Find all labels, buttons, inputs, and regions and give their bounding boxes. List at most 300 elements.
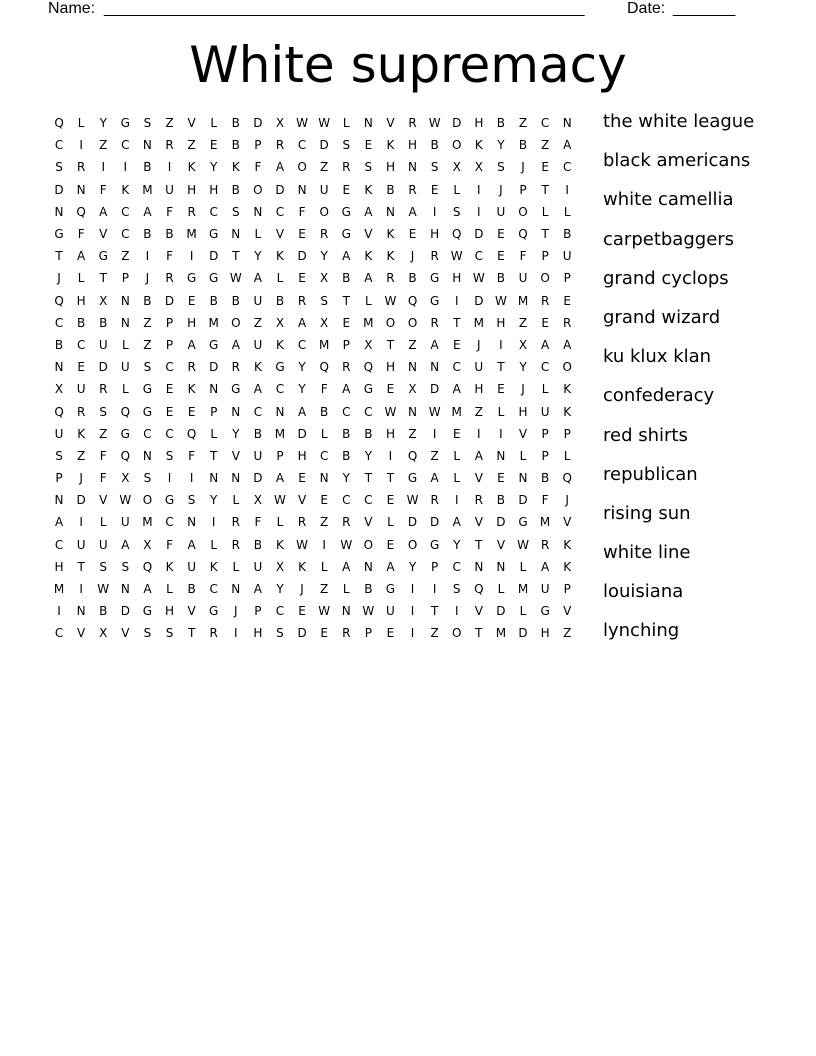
grid-cell: B bbox=[231, 116, 240, 131]
grid-cell: I bbox=[477, 182, 481, 197]
grid-row bbox=[48, 356, 588, 378]
grid-row bbox=[48, 201, 588, 223]
grid-cell: C bbox=[54, 537, 64, 552]
grid-row bbox=[48, 423, 588, 445]
grid-cell: I bbox=[432, 426, 437, 441]
grid-cell: N bbox=[54, 204, 64, 219]
grid-cell: C bbox=[364, 404, 373, 419]
grid-cell: Y bbox=[453, 537, 461, 552]
grid-cell: E bbox=[165, 382, 174, 397]
grid-row bbox=[48, 179, 588, 201]
grid-cell: S bbox=[143, 116, 152, 131]
grid-row bbox=[48, 556, 588, 578]
grid-cell: T bbox=[453, 315, 461, 330]
grid-cell: H bbox=[540, 626, 550, 641]
grid-cell: A bbox=[364, 204, 373, 219]
grid-cell: O bbox=[363, 537, 374, 552]
grid-cell: U bbox=[319, 182, 329, 197]
grid-cell: U bbox=[253, 448, 263, 463]
grid-cell: X bbox=[143, 537, 152, 552]
grid-cell: Z bbox=[320, 515, 329, 530]
grid-cell: B bbox=[408, 271, 417, 286]
grid-cell: W bbox=[340, 537, 353, 552]
grid-cell: L bbox=[519, 559, 527, 574]
grid-cell: Y bbox=[497, 138, 505, 153]
grid-cell: O bbox=[319, 204, 329, 219]
grid-cell: D bbox=[474, 293, 484, 308]
grid-cell: D bbox=[98, 360, 108, 375]
grid-cell: C bbox=[342, 404, 351, 419]
grid-cell: B bbox=[563, 227, 572, 242]
grid-cell: G bbox=[209, 227, 219, 242]
grid-cell: X bbox=[408, 382, 417, 397]
grid-cell: O bbox=[518, 204, 528, 219]
grid-cell: N bbox=[120, 293, 130, 308]
grid-cell: G bbox=[429, 271, 440, 286]
grid-cell: B bbox=[496, 493, 506, 508]
grid-cell: V bbox=[231, 448, 240, 463]
grid-cell: P bbox=[276, 448, 284, 463]
word-list-item: carpetbaggers bbox=[603, 228, 735, 250]
grid-cell: K bbox=[386, 138, 395, 153]
grid-cell: N bbox=[518, 471, 528, 486]
grid-cell: J bbox=[521, 382, 525, 397]
grid-cell: W bbox=[318, 116, 331, 131]
grid-cell: T bbox=[497, 360, 505, 375]
grid-cell: Z bbox=[99, 426, 108, 441]
grid-cell: O bbox=[407, 315, 418, 330]
grid-cell: N bbox=[54, 360, 64, 375]
grid-cell: W bbox=[362, 604, 375, 619]
grid-cell: E bbox=[77, 360, 85, 375]
grid-cell: I bbox=[322, 537, 326, 552]
grid-cell: L bbox=[541, 204, 549, 219]
grid-cell: T bbox=[232, 249, 240, 264]
grid-cell: M bbox=[539, 515, 551, 530]
grid-cell: V bbox=[99, 493, 108, 508]
grid-cell: G bbox=[164, 493, 175, 508]
grid-cell: E bbox=[386, 537, 395, 552]
grid-cell: R bbox=[386, 271, 395, 286]
grid-cell: D bbox=[297, 426, 307, 441]
grid-cell: U bbox=[562, 249, 572, 264]
grid-cell: R bbox=[342, 160, 351, 175]
grid-cell: Q bbox=[452, 227, 462, 242]
grid-cell: N bbox=[408, 160, 418, 175]
grid-cell: F bbox=[166, 537, 173, 552]
grid-cell: E bbox=[497, 249, 505, 264]
grid-cell: O bbox=[253, 182, 263, 197]
grid-cell: D bbox=[297, 626, 307, 641]
grid-cell: N bbox=[253, 204, 263, 219]
grid-row bbox=[48, 578, 588, 600]
grid-cell: W bbox=[428, 404, 441, 419]
grid-cell: B bbox=[143, 293, 152, 308]
grid-cell: A bbox=[386, 559, 395, 574]
grid-cell: J bbox=[300, 582, 304, 597]
grid-cell: S bbox=[342, 138, 351, 153]
grid-cell: B bbox=[320, 404, 329, 419]
grid-cell: D bbox=[76, 493, 86, 508]
grid-cell: I bbox=[410, 604, 415, 619]
grid-cell: N bbox=[275, 404, 285, 419]
grid-cell: D bbox=[430, 382, 440, 397]
grid-cell: S bbox=[364, 160, 373, 175]
grid-cell: I bbox=[123, 160, 128, 175]
grid-cell: E bbox=[298, 471, 306, 486]
word-list-item: red shirts bbox=[603, 424, 688, 446]
grid-row bbox=[48, 489, 588, 511]
grid-cell: D bbox=[430, 515, 440, 530]
grid-cell: A bbox=[99, 204, 108, 219]
grid-cell: Z bbox=[187, 138, 196, 153]
grid-cell: A bbox=[297, 315, 307, 330]
grid-cell: M bbox=[473, 315, 484, 330]
name-field-line[interactable]: ______________________________________________________ bbox=[104, 0, 585, 17]
grid-cell: R bbox=[231, 360, 240, 375]
grid-cell: O bbox=[452, 138, 462, 153]
grid-cell: Z bbox=[99, 138, 108, 153]
grid-cell: C bbox=[165, 360, 174, 375]
grid-cell: T bbox=[430, 604, 439, 619]
grid-cell: H bbox=[408, 138, 418, 153]
grid-cell: M bbox=[208, 315, 219, 330]
grid-cell: K bbox=[209, 559, 218, 574]
grid-cell: D bbox=[407, 515, 418, 530]
grid-cell: I bbox=[79, 515, 83, 530]
grid-cell: L bbox=[563, 448, 571, 463]
grid-cell: R bbox=[297, 293, 307, 308]
grid-cell: I bbox=[57, 604, 61, 619]
grid-cell: S bbox=[99, 559, 108, 574]
grid-cell: I bbox=[410, 626, 415, 641]
grid-cell: W bbox=[318, 604, 331, 619]
grid-cell: R bbox=[540, 293, 550, 308]
grid-cell: N bbox=[363, 116, 373, 131]
grid-cell: Y bbox=[254, 249, 262, 264]
grid-cell: Y bbox=[232, 426, 240, 441]
grid-cell: H bbox=[518, 404, 528, 419]
grid-cell: X bbox=[54, 382, 64, 397]
grid-cell: A bbox=[342, 382, 351, 397]
grid-cell: A bbox=[541, 337, 550, 352]
grid-cell: A bbox=[187, 337, 196, 352]
grid-cell: P bbox=[563, 426, 571, 441]
grid-cell: I bbox=[565, 182, 569, 197]
grid-cell: M bbox=[274, 426, 286, 441]
grid-cell: S bbox=[452, 204, 461, 219]
grid-cell: Y bbox=[342, 471, 350, 486]
grid-cell: P bbox=[342, 337, 350, 352]
grid-cell: T bbox=[541, 182, 549, 197]
grid-cell: D bbox=[496, 515, 506, 530]
grid-cell: D bbox=[319, 138, 329, 153]
grid-cell: G bbox=[142, 604, 153, 619]
grid-cell: R bbox=[275, 138, 285, 153]
grid-cell: S bbox=[143, 471, 152, 486]
grid-cell: F bbox=[99, 448, 107, 463]
grid-cell: I bbox=[167, 471, 172, 486]
grid-cell: R bbox=[209, 626, 218, 641]
grid-cell: J bbox=[499, 182, 503, 197]
grid-cell: N bbox=[209, 382, 219, 397]
grid-cell: B bbox=[430, 138, 439, 153]
grid-cell: N bbox=[231, 227, 241, 242]
grid-cell: M bbox=[318, 337, 330, 352]
grid-cell: C bbox=[209, 204, 218, 219]
grid-cell: Y bbox=[408, 559, 417, 574]
grid-cell: A bbox=[342, 249, 351, 264]
grid-cell: C bbox=[275, 604, 285, 619]
grid-cell: F bbox=[166, 204, 173, 219]
grid-cell: A bbox=[187, 537, 196, 552]
grid-cell: N bbox=[385, 204, 395, 219]
grid-cell: L bbox=[320, 426, 328, 441]
word-list-item: ku klux klan bbox=[603, 346, 712, 368]
grid-cell: L bbox=[497, 404, 505, 419]
grid-cell: C bbox=[297, 337, 307, 352]
grid-cell: I bbox=[432, 582, 437, 597]
grid-cell: R bbox=[430, 315, 439, 330]
grid-cell: Y bbox=[210, 493, 218, 508]
grid-cell: F bbox=[188, 448, 196, 463]
grid-cell: U bbox=[76, 382, 86, 397]
grid-cell: I bbox=[454, 493, 459, 508]
grid-row bbox=[48, 223, 588, 245]
grid-cell: Y bbox=[320, 249, 328, 264]
grid-cell: U bbox=[54, 426, 64, 441]
grid-cell: N bbox=[187, 515, 197, 530]
grid-cell: M bbox=[363, 315, 374, 330]
word-list bbox=[603, 109, 803, 658]
word-list-item: rising sun bbox=[603, 502, 691, 524]
grid-cell: R bbox=[408, 182, 417, 197]
grid-cell: C bbox=[143, 426, 152, 441]
grid-cell: E bbox=[342, 182, 351, 197]
grid-cell: M bbox=[142, 182, 153, 197]
grid-cell: T bbox=[187, 626, 196, 641]
grid-cell: K bbox=[386, 227, 395, 242]
grid-cell: E bbox=[386, 382, 395, 397]
word-list-item: the white league bbox=[603, 111, 755, 132]
grid-cell: E bbox=[541, 160, 549, 175]
grid-cell: Q bbox=[54, 116, 64, 131]
grid-cell: M bbox=[142, 515, 153, 530]
grid-cell: B bbox=[496, 116, 506, 131]
header bbox=[48, 0, 748, 20]
grid-cell: U bbox=[76, 537, 86, 552]
grid-cell: C bbox=[121, 204, 130, 219]
grid-cell: F bbox=[298, 204, 306, 219]
grid-cell: I bbox=[145, 249, 150, 264]
grid-cell: I bbox=[234, 626, 238, 641]
grid-cell: I bbox=[79, 582, 83, 597]
grid-row bbox=[48, 400, 588, 422]
grid-cell: U bbox=[540, 404, 550, 419]
grid-cell: I bbox=[477, 426, 481, 441]
grid-cell: F bbox=[519, 249, 527, 264]
grid-cell: V bbox=[275, 227, 285, 242]
grid-cell: H bbox=[165, 604, 175, 619]
grid-cell: T bbox=[386, 337, 395, 352]
grid-cell: H bbox=[76, 293, 86, 308]
grid-cell: R bbox=[342, 626, 351, 641]
grid-cell: X bbox=[99, 293, 108, 308]
grid-cell: N bbox=[297, 182, 307, 197]
grid-row bbox=[48, 600, 588, 622]
grid-cell: A bbox=[121, 537, 130, 552]
grid-cell: Q bbox=[54, 293, 64, 308]
grid-cell: K bbox=[474, 138, 483, 153]
grid-cell: N bbox=[142, 138, 152, 153]
grid-cell: E bbox=[452, 426, 461, 441]
grid-cell: L bbox=[453, 471, 461, 486]
grid-cell: A bbox=[430, 337, 439, 352]
grid-cell: C bbox=[76, 337, 86, 352]
word-list-item: lynching bbox=[603, 620, 680, 642]
grid-cell: K bbox=[563, 404, 572, 419]
grid-cell: A bbox=[474, 448, 483, 463]
grid-cell: L bbox=[320, 559, 328, 574]
grid-cell: I bbox=[499, 337, 503, 352]
page-title: White supremacy bbox=[189, 36, 627, 94]
grid-cell: X bbox=[320, 271, 329, 286]
grid-cell: D bbox=[209, 360, 219, 375]
grid-cell: A bbox=[275, 160, 285, 175]
grid-cell: Q bbox=[474, 582, 484, 597]
grid-cell: K bbox=[386, 249, 395, 264]
grid-cell: J bbox=[234, 604, 238, 619]
grid-cell: F bbox=[77, 227, 85, 242]
grid-cell: P bbox=[254, 604, 262, 619]
grid-row bbox=[48, 290, 588, 312]
grid-cell: B bbox=[540, 471, 550, 486]
grid-cell: P bbox=[165, 337, 174, 352]
grid-cell: N bbox=[54, 493, 64, 508]
grid-cell: H bbox=[297, 448, 307, 463]
grid-cell: N bbox=[231, 582, 241, 597]
grid-cell: I bbox=[477, 204, 481, 219]
grid-cell: U bbox=[253, 559, 263, 574]
grid-cell: W bbox=[472, 271, 485, 286]
grid-cell: L bbox=[232, 559, 240, 574]
grid-cell: V bbox=[99, 227, 108, 242]
grid-cell: J bbox=[565, 493, 569, 508]
grid-cell: Z bbox=[430, 626, 439, 641]
grid-cell: D bbox=[518, 493, 528, 508]
grid-cell: E bbox=[209, 138, 218, 153]
grid-cell: Q bbox=[407, 293, 418, 308]
grid-cell: Z bbox=[165, 116, 174, 131]
grid-cell: M bbox=[495, 626, 507, 641]
grid-cell: L bbox=[276, 515, 284, 530]
grid-cell: Z bbox=[408, 426, 417, 441]
grid-cell: S bbox=[143, 360, 152, 375]
grid-cell: S bbox=[187, 493, 196, 508]
grid-cell: K bbox=[253, 360, 262, 375]
grid-cell: N bbox=[76, 604, 86, 619]
grid-cell: R bbox=[231, 515, 240, 530]
grid-cell: S bbox=[165, 448, 174, 463]
grid-cell: T bbox=[475, 626, 483, 641]
grid-cell: E bbox=[298, 227, 306, 242]
grid-cell: H bbox=[496, 315, 506, 330]
grid-cell: K bbox=[276, 537, 284, 552]
grid-cell: C bbox=[54, 138, 64, 153]
grid-cell: P bbox=[431, 559, 439, 574]
grid-cell: U bbox=[98, 537, 108, 552]
grid-cell: A bbox=[430, 471, 439, 486]
grid-cell: S bbox=[231, 204, 240, 219]
grid-cell: O bbox=[297, 160, 307, 175]
grid-cell: X bbox=[275, 116, 285, 131]
grid-cell: P bbox=[519, 182, 527, 197]
grid-row bbox=[48, 267, 588, 289]
grid-cell: L bbox=[121, 382, 129, 397]
grid-cell: E bbox=[364, 138, 373, 153]
grid-cell: P bbox=[364, 626, 372, 641]
grid-cell: R bbox=[76, 404, 86, 419]
grid-cell: V bbox=[474, 471, 483, 486]
grid-cell: A bbox=[452, 382, 461, 397]
grid-cell: V bbox=[364, 227, 373, 242]
grid-cell: E bbox=[386, 626, 395, 641]
grid-cell: G bbox=[231, 382, 241, 397]
grid-cell: F bbox=[99, 182, 107, 197]
grid-cell: O bbox=[540, 271, 550, 286]
grid-cell: B bbox=[342, 426, 351, 441]
grid-cell: B bbox=[518, 138, 528, 153]
grid-cell: A bbox=[253, 382, 262, 397]
grid-cell: H bbox=[253, 626, 263, 641]
grid-cell: I bbox=[499, 426, 503, 441]
grid-cell: Q bbox=[54, 404, 64, 419]
grid-cell: G bbox=[385, 582, 396, 597]
grid-cell: G bbox=[209, 604, 219, 619]
grid-cell: A bbox=[408, 204, 417, 219]
grid-cell: B bbox=[209, 293, 218, 308]
grid-cell: F bbox=[99, 471, 107, 486]
grid-cell: N bbox=[209, 471, 219, 486]
grid-cell: K bbox=[121, 182, 130, 197]
grid-cell: G bbox=[120, 116, 130, 131]
grid-cell: S bbox=[55, 160, 63, 175]
grid-cell: P bbox=[563, 582, 571, 597]
grid-cell: A bbox=[342, 559, 351, 574]
grid-cell: F bbox=[166, 249, 173, 264]
grid-cell: P bbox=[121, 271, 129, 286]
grid-cell: D bbox=[164, 293, 175, 308]
grid-cell: L bbox=[519, 448, 527, 463]
grid-cell: L bbox=[210, 116, 218, 131]
grid-cell: X bbox=[320, 315, 329, 330]
grid-cell: B bbox=[99, 315, 108, 330]
grid-cell: I bbox=[79, 138, 83, 153]
date-field-line[interactable]: _______ bbox=[673, 0, 736, 17]
grid-cell: R bbox=[540, 537, 550, 552]
grid-cell: L bbox=[342, 582, 350, 597]
grid-cell: A bbox=[231, 337, 240, 352]
grid-cell: U bbox=[187, 559, 196, 574]
grid-cell: A bbox=[563, 138, 572, 153]
grid-cell: Z bbox=[77, 448, 86, 463]
grid-cell: B bbox=[364, 426, 373, 441]
grid-cell: C bbox=[342, 493, 351, 508]
grid-cell: B bbox=[253, 537, 262, 552]
grid-cell: X bbox=[275, 559, 285, 574]
grid-cell: B bbox=[187, 582, 196, 597]
grid-row bbox=[48, 134, 588, 156]
